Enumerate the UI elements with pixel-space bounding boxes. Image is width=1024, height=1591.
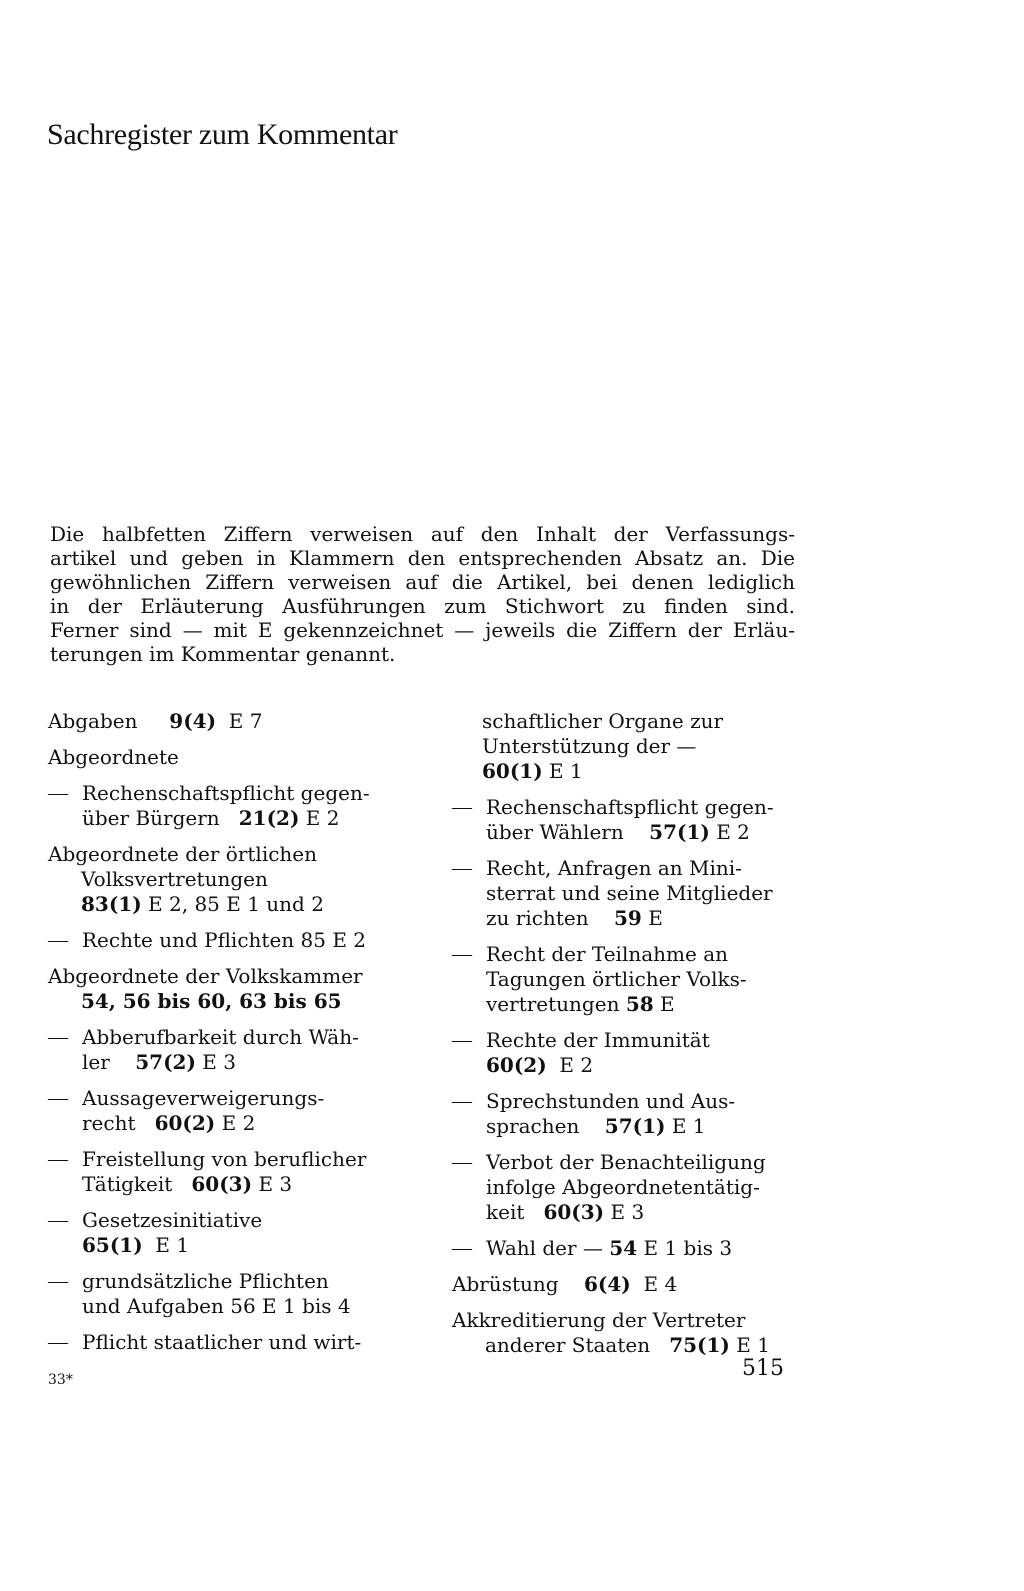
entry-text: recht bbox=[82, 1111, 136, 1135]
entry-ref-bold: 60(3) bbox=[543, 1200, 605, 1224]
entry-term: Abgeordnete bbox=[48, 745, 179, 769]
entry-ref: E 2 bbox=[305, 806, 340, 830]
entry-ref-bold: 9(4) bbox=[169, 709, 217, 733]
entry-text: — Sprechstunden und Aus- bbox=[486, 1089, 736, 1113]
entry-ref: E 2, 85 E 1 und 2 bbox=[148, 892, 324, 916]
entry-text: — Recht der Teilnahme an bbox=[486, 942, 728, 966]
entry-text: — Gesetzesinitiative bbox=[82, 1208, 263, 1232]
entry-ref: E 3 bbox=[610, 1200, 645, 1224]
entry-ref-bold: 54 bbox=[609, 1236, 638, 1260]
entry-text: schaftlicher Organe zur bbox=[482, 709, 724, 733]
index-subentry bbox=[48, 1086, 393, 1136]
entry-text: — Pflicht staatlicher und wirt- bbox=[82, 1330, 362, 1354]
entry-ref-bold: 60(2) bbox=[154, 1111, 216, 1135]
index-subentry bbox=[452, 942, 792, 1017]
entry-text: zu richten bbox=[486, 906, 589, 930]
entry-text: vertretungen bbox=[486, 992, 620, 1016]
entry-term: Abgaben bbox=[48, 709, 138, 733]
intro-line: in der Erläuterung Ausführungen zum Stichwort zu finden sind. bbox=[50, 594, 795, 618]
entry-text: über Bürgern bbox=[82, 806, 220, 830]
intro-line: artikel und geben in Klammern den entsprechenden Absatz an. Die bbox=[50, 546, 795, 570]
entry-ref-bold: 57(1) bbox=[649, 820, 710, 844]
entry-ref: E 2 bbox=[221, 1111, 256, 1135]
index-subentry bbox=[48, 1330, 393, 1355]
entry-ref-bold: 6(4) bbox=[584, 1272, 631, 1296]
index-subentry bbox=[48, 1147, 393, 1197]
entry-ref-bold: 75(1) bbox=[669, 1333, 730, 1357]
entry-text: — Rechenschaftspflicht gegen- bbox=[82, 781, 370, 805]
index-subentry bbox=[452, 795, 792, 845]
entry-ref: E 2 bbox=[559, 1053, 594, 1077]
entry-ref-bold: 60(3) bbox=[191, 1172, 253, 1196]
index-entry bbox=[452, 1308, 792, 1358]
entry-ref-bold: 21(2) bbox=[238, 806, 300, 830]
entry-ref-bold: 65(1) bbox=[82, 1233, 143, 1257]
entry-text: Tagungen örtlicher Volks- bbox=[486, 967, 747, 991]
entry-ref: E 1 bis 3 bbox=[643, 1236, 733, 1260]
entry-ref-bold: 57(2) bbox=[135, 1050, 196, 1074]
index-subentry bbox=[452, 1089, 792, 1139]
index-entry bbox=[48, 842, 393, 917]
entry-text: Abgeordnete der Volkskammer bbox=[48, 964, 363, 988]
entry-text: — Abberufbarkeit durch Wäh- bbox=[82, 1025, 359, 1049]
entry-text: keit bbox=[486, 1200, 525, 1224]
intro-line: gewöhnlichen Ziffern verweisen auf die Artikel, bei denen lediglich bbox=[50, 570, 795, 594]
entry-ref-bold: 54, 56 bis 60, 63 bis 65 bbox=[81, 989, 342, 1013]
entry-ref: E 3 bbox=[258, 1172, 293, 1196]
entry-text: Tätigkeit bbox=[82, 1172, 173, 1196]
entry-text: — Freistellung von beruflicher bbox=[82, 1147, 367, 1171]
intro-line: Ferner sind — mit E gekennzeichnet — jeweils die Ziffern der Erläu- bbox=[50, 618, 795, 642]
entry-term: Abrüstung bbox=[452, 1272, 559, 1296]
entry-ref: E 1 bbox=[671, 1114, 706, 1138]
page-title: Sachregister zum Kommentar bbox=[47, 118, 398, 151]
entry-ref-bold: 59 bbox=[614, 906, 642, 930]
entry-text: über Wählern bbox=[486, 820, 624, 844]
entry-ref: E 3 bbox=[202, 1050, 236, 1074]
index-entry bbox=[452, 1272, 792, 1297]
entry-text: Volksvertretungen bbox=[81, 867, 268, 891]
index-subentry bbox=[452, 1236, 792, 1261]
entry-ref-bold: 60(2) bbox=[486, 1053, 547, 1077]
entry-text: ler bbox=[82, 1050, 110, 1074]
entry-text: sterrat und seine Mitglieder bbox=[486, 881, 773, 905]
index-entry bbox=[48, 709, 393, 734]
entry-text: — Verbot der Benachteiligung bbox=[486, 1150, 766, 1174]
index-subentry bbox=[48, 781, 393, 831]
signature-mark: 33* bbox=[48, 1372, 73, 1388]
entry-ref-bold: 83(1) bbox=[81, 892, 142, 916]
entry-text: anderer Staaten bbox=[485, 1333, 651, 1357]
entry-ref: E bbox=[648, 906, 663, 930]
entry-text: Unterstützung der — bbox=[482, 734, 697, 758]
index-subentry bbox=[48, 1208, 393, 1258]
page-number: 515 bbox=[742, 1356, 784, 1381]
entry-text: — grundsätzliche Pflichten bbox=[82, 1269, 329, 1293]
index-subentry bbox=[452, 1150, 792, 1225]
entry-text: Abgeordnete der örtlichen bbox=[48, 842, 318, 866]
entry-ref: E 7 bbox=[228, 709, 263, 733]
index-subentry bbox=[48, 928, 393, 953]
index-subentry-continued bbox=[452, 709, 792, 784]
entry-text: und Aufgaben 56 E 1 bis 4 bbox=[82, 1294, 351, 1318]
entry-ref: E bbox=[660, 992, 675, 1016]
index-subentry bbox=[48, 1025, 393, 1075]
entry-text: — Aussageverweigerungs- bbox=[82, 1086, 325, 1110]
index-entry bbox=[48, 745, 393, 770]
entry-text: Akkreditierung der Vertreter bbox=[452, 1308, 746, 1332]
entry-ref: E 4 bbox=[643, 1272, 678, 1296]
entry-ref: E 1 bbox=[736, 1333, 770, 1357]
entry-ref-bold: 58 bbox=[625, 992, 654, 1016]
index-column-right bbox=[452, 709, 792, 1369]
entry-text: — Rechte und Pflichten 85 E 2 bbox=[82, 928, 367, 952]
index-subentry bbox=[48, 1269, 393, 1319]
index-subentry bbox=[452, 1028, 792, 1078]
entry-text: sprachen bbox=[486, 1114, 580, 1138]
entry-text: Wahl der — bbox=[486, 1236, 603, 1260]
intro-paragraph bbox=[50, 522, 795, 666]
entry-ref: E 1 bbox=[549, 759, 583, 783]
intro-line: terungen im Kommentar genannt. bbox=[50, 642, 396, 666]
entry-ref: E 1 bbox=[155, 1233, 190, 1257]
index-column-left bbox=[48, 709, 393, 1366]
entry-ref-bold: 57(1) bbox=[604, 1114, 666, 1138]
index-entry bbox=[48, 964, 393, 1014]
index-subentry bbox=[452, 856, 792, 931]
entry-text: — Rechte der Immunität bbox=[486, 1028, 710, 1052]
entry-ref: E 2 bbox=[716, 820, 750, 844]
entry-ref-bold: 60(1) bbox=[482, 759, 543, 783]
entry-text: infolge Abgeordnetentätig- bbox=[486, 1175, 760, 1199]
intro-line: Die halbfetten Ziffern verweisen auf den Inhalt der Verfassungs- bbox=[50, 522, 795, 546]
entry-text: — Rechenschaftspflicht gegen- bbox=[486, 795, 774, 819]
entry-text: — Recht, Anfragen an Mini- bbox=[486, 856, 742, 880]
